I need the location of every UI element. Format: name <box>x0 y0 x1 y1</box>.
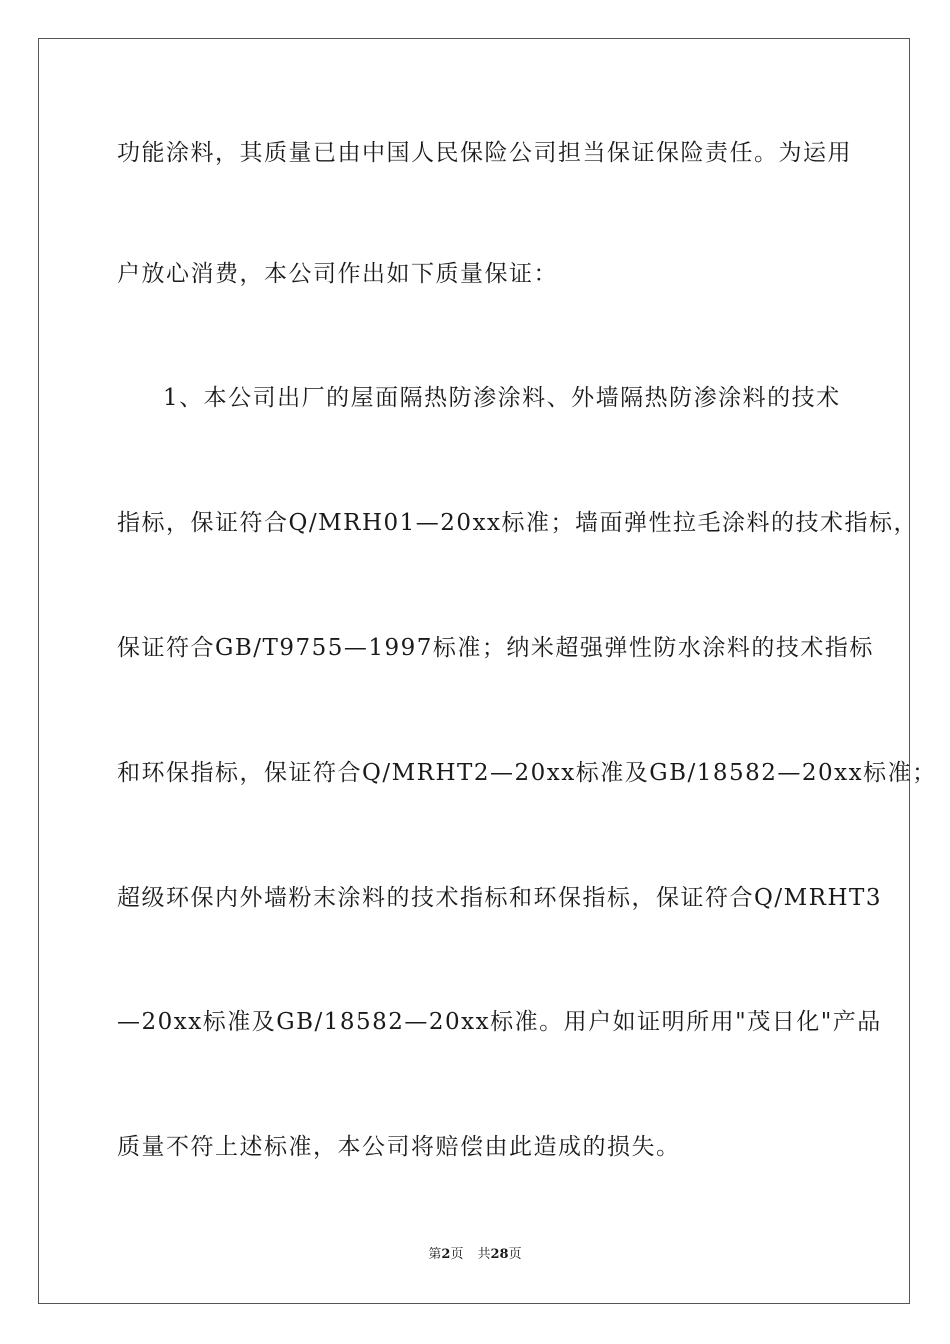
page-prefix: 第 <box>428 1247 442 1262</box>
body-line-5: 保证符合GB/T9755—1997标准；纳米超强弹性防水涂料的技术指标 <box>117 635 874 661</box>
body-line-9: 质量不符上述标准，本公司将赔偿由此造成的损失。 <box>117 1134 681 1160</box>
body-line-6: 和环保指标，保证符合Q/MRHT2—20xx标准及GB/18582—20xx标准； <box>117 760 937 786</box>
page-border <box>38 38 937 1304</box>
total-suffix: 页 <box>508 1247 522 1262</box>
total-pages: 28 <box>490 1247 509 1262</box>
page-footer <box>0 1246 950 1264</box>
page-suffix: 页 <box>450 1247 464 1262</box>
page-number: 2 <box>441 1247 451 1262</box>
body-line-3: 1、本公司出厂的屋面隔热防渗涂料、外墙隔热防渗涂料的技术 <box>163 385 841 411</box>
total-prefix: 共 <box>477 1247 491 1262</box>
body-line-2: 户放心消费，本公司作出如下质量保证： <box>117 261 558 287</box>
body-line-8: —20xx标准及GB/18582—20xx标准。用户如证明所用"茂日化"产品 <box>117 1009 882 1035</box>
body-line-4: 指标，保证符合Q/MRH01—20xx标准；墙面弹性拉毛涂料的技术指标， <box>117 510 919 536</box>
body-line-1: 功能涂料，其质量已由中国人民保险公司担当保证保险责任。为运用 <box>117 140 852 166</box>
body-line-7: 超级环保内外墙粉末涂料的技术指标和环保指标，保证符合Q/MRHT3 <box>117 885 883 911</box>
